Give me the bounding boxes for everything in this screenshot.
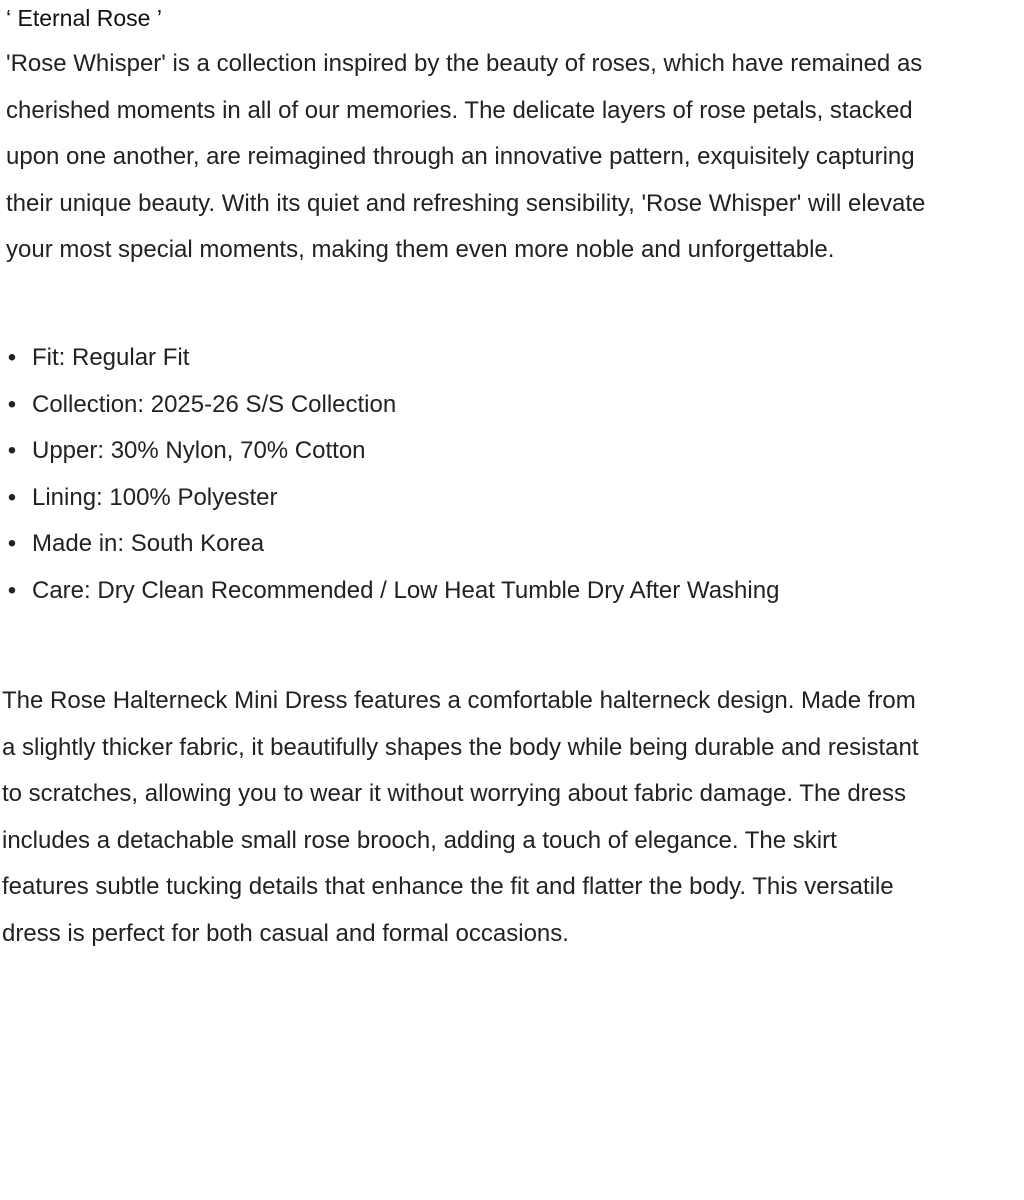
intro-line: their unique beauty. With its quiet and refreshing sensibility, 'Rose Whisper' will elevate — [6, 189, 926, 217]
description-line: dress is perfect for both casual and formal occasions. — [2, 919, 569, 947]
collection-title: ‘ Eternal Rose ’ — [6, 5, 162, 31]
spec-item-upper — [6, 428, 779, 475]
intro-line: your most special moments, making them even more noble and unforgettable. — [6, 236, 835, 263]
bullet-icon: • — [7, 344, 17, 371]
description-line: includes a detachable small rose brooch, adding a touch of elegance. The skirt — [2, 826, 837, 854]
intro-line: upon one another, are reimagined through an innovative pattern, exquisitely capturing — [6, 143, 915, 170]
spec-text: Made in: South Korea — [32, 530, 265, 557]
spec-item-collection — [6, 382, 779, 429]
description-line: The Rose Halterneck Mini Dress features a comfortable halterneck design. Made from — [2, 687, 916, 714]
product-description — [2, 678, 1020, 957]
intro-line: 'Rose Whisper' is a collection inspired by the beauty of roses, which have remained as — [6, 50, 923, 77]
description-line: to scratches, allowing you to wear it without worrying about fabric damage. The dress — [2, 780, 907, 807]
spec-item-lining — [6, 475, 779, 522]
intro-line: cherished moments in all of our memories. The delicate layers of rose petals, stacked — [6, 96, 913, 124]
spec-item-fit — [6, 335, 779, 382]
bullet-icon: • — [7, 530, 17, 557]
bullet-icon: • — [7, 390, 17, 418]
spec-text: Care: Dry Clean Recommended / Low Heat Tumble Dry After Washing — [32, 576, 780, 604]
spec-list — [6, 335, 779, 614]
spec-text: Lining: 100% Polyester — [32, 483, 278, 511]
spec-text: Collection: 2025-26 S/S Collection — [32, 390, 397, 418]
spec-text: Fit: Regular Fit — [32, 344, 190, 371]
bullet-icon: • — [7, 576, 17, 604]
spec-text: Upper: 30% Nylon, 70% Cotton — [32, 437, 366, 464]
bullet-icon: • — [7, 437, 17, 464]
description-line: a slightly thicker fabric, it beautifully shapes the body while being durable and resistant — [2, 733, 919, 761]
bullet-icon: • — [7, 483, 17, 511]
description-line: features subtle tucking details that enhance the fit and flatter the body. This versatile — [2, 873, 894, 900]
spec-item-care — [6, 568, 779, 615]
spec-item-made-in — [6, 521, 779, 568]
collection-intro — [6, 41, 1016, 274]
